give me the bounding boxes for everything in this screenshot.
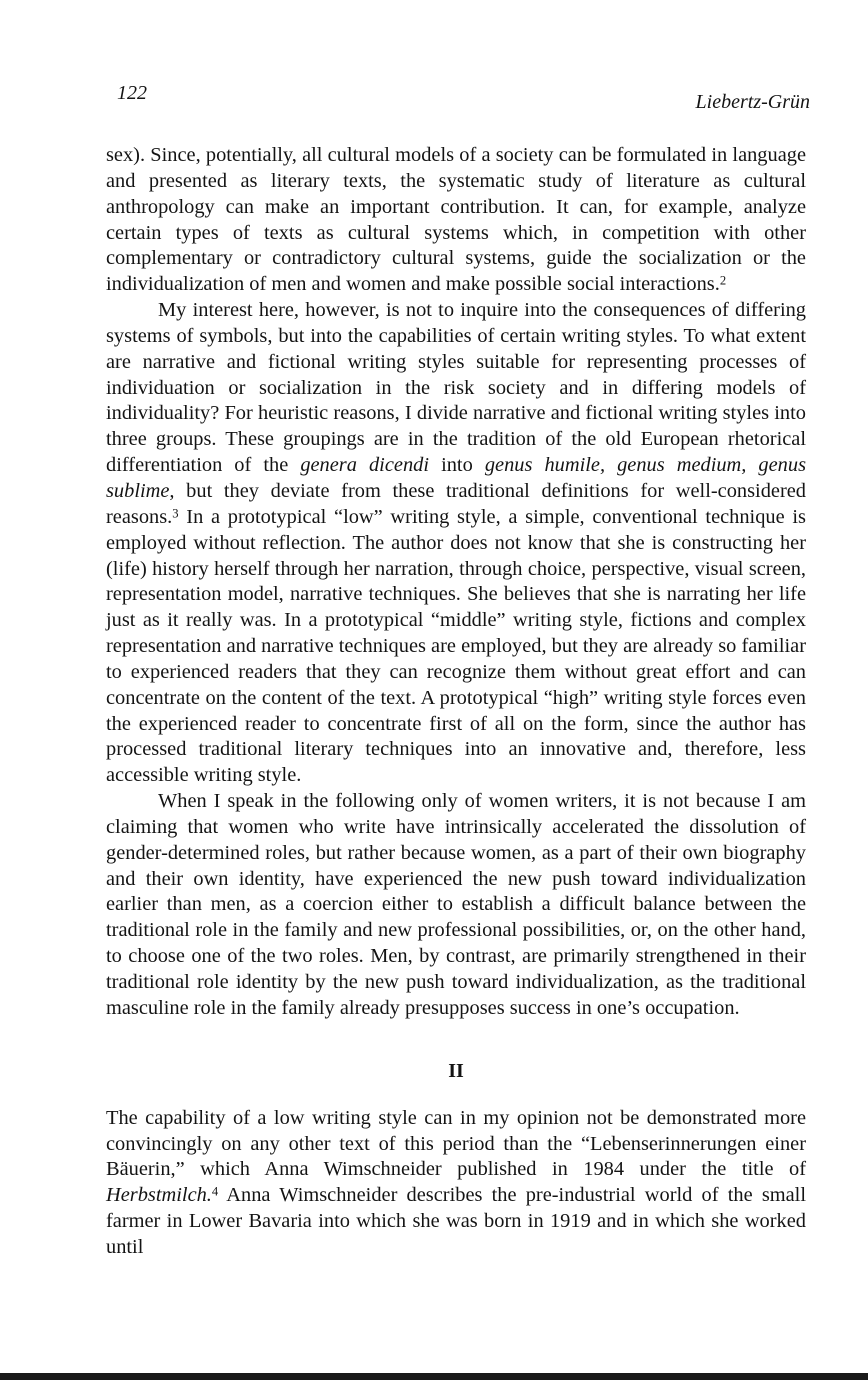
section-heading: II <box>448 1059 464 1082</box>
genus-terms: genus humile, genus medium, genus sublime, <box>106 454 807 502</box>
herbstmilch-title: Herbstmilch. <box>106 1184 212 1207</box>
paragraph-4 <box>106 1106 806 1261</box>
paragraph-1 <box>106 143 806 298</box>
paragraph-3 <box>106 789 806 1022</box>
paragraph-4-text-a: The capability of a low writing style can in my opinion not be demonstrated more convincingly on any other text of this period than the “Lebenserinnerungen einer Bäuerin,” which Anna Wimschneider published in 1984 under the title of <box>106 1106 806 1181</box>
paragraph-4-text-b: Anna Wimschneider describes the pre-industrial world of the small farmer in Lower Bavaria into which she was born in 1919 and in which she worked until <box>106 1184 806 1258</box>
paragraph-3-text: When I speak in the following only of women writers, it is not because I am claiming that women who write have intrinsically accelerated the dissolution of gender-determined roles, but rather because women, as a part of their own biography and their own identity, have experienced the new push toward individualization earlier than men, as a coercion either to establish a difficult balance between the traditional role in the family and new professional possibilities, or, on the other hand, to choose one of the two roles. Men, by contrast, are primarily strengthened in their traditional role identity by the new push toward individualization, as the traditional masculine role in the family already presupposes success in one’s occupation. <box>106 790 806 1019</box>
paragraph-2-text-c: but they deviate from these traditional definitions for well-considered reasons. <box>106 479 806 528</box>
genera-dicendi-term: genera dicendi <box>300 454 430 477</box>
paragraph-2-text-a: My interest here, however, is not to inquire into the consequences of differing systems of symbols, but into the capabilities of certain writing styles. To what extent are narrative and fictional writing styles suitable for representing processes of individuation or socialization in the risk society and in differing models of individuality? For heuristic reasons, I divide narrative and fictional writing styles into three groups. These groupings are in the tradition of the old European rhetorical differentiation of the <box>106 299 806 477</box>
footnote-marker-2[interactable]: 2 <box>719 273 727 288</box>
scan-bottom-edge <box>0 1373 868 1380</box>
paragraph-2 <box>106 298 806 789</box>
page-number: 122 <box>117 82 147 104</box>
footnote-marker-4[interactable]: 4 <box>211 1184 219 1199</box>
paragraph-1-text: sex). Since, potentially, all cultural models of a society can be formulated in language and presented as literary texts, the systematic study of literature as cultural anthropology can make an important contribution. It can, for example, analyze certain types of texts as cultural systems which, in competition with other complementary or contradictory cultural systems, guide the socialization or the individualization of men and women and make possible social interactions. <box>106 144 806 296</box>
body-text <box>106 143 806 1261</box>
paragraph-2-text-b: into <box>429 454 485 477</box>
footnote-marker-3[interactable]: 3 <box>172 506 179 521</box>
paragraph-2-text-d: In a prototypical “low” writing style, a simple, conventional technique is employed without reflection. The author does not know that she is constructing her (life) history herself through her narration, through choice, perspective, visual screen, representation model, narrative techniques. She believes that she is narrating her life just as it really was. In a prototypical “middle” writing style, fictions and complex representation and narrative techniques are employed, but they are already so familiar to experienced readers that they can recognize them without great effort and can concentrate on the content of the text. A prototypical “high” writing style forces even the experienced reader to concentrate first of all on the form, since the author has processed traditional literary techniques into an innovative and, therefore, less accessible writing style. <box>106 505 806 787</box>
running-head: Liebertz-Grün <box>695 91 810 113</box>
